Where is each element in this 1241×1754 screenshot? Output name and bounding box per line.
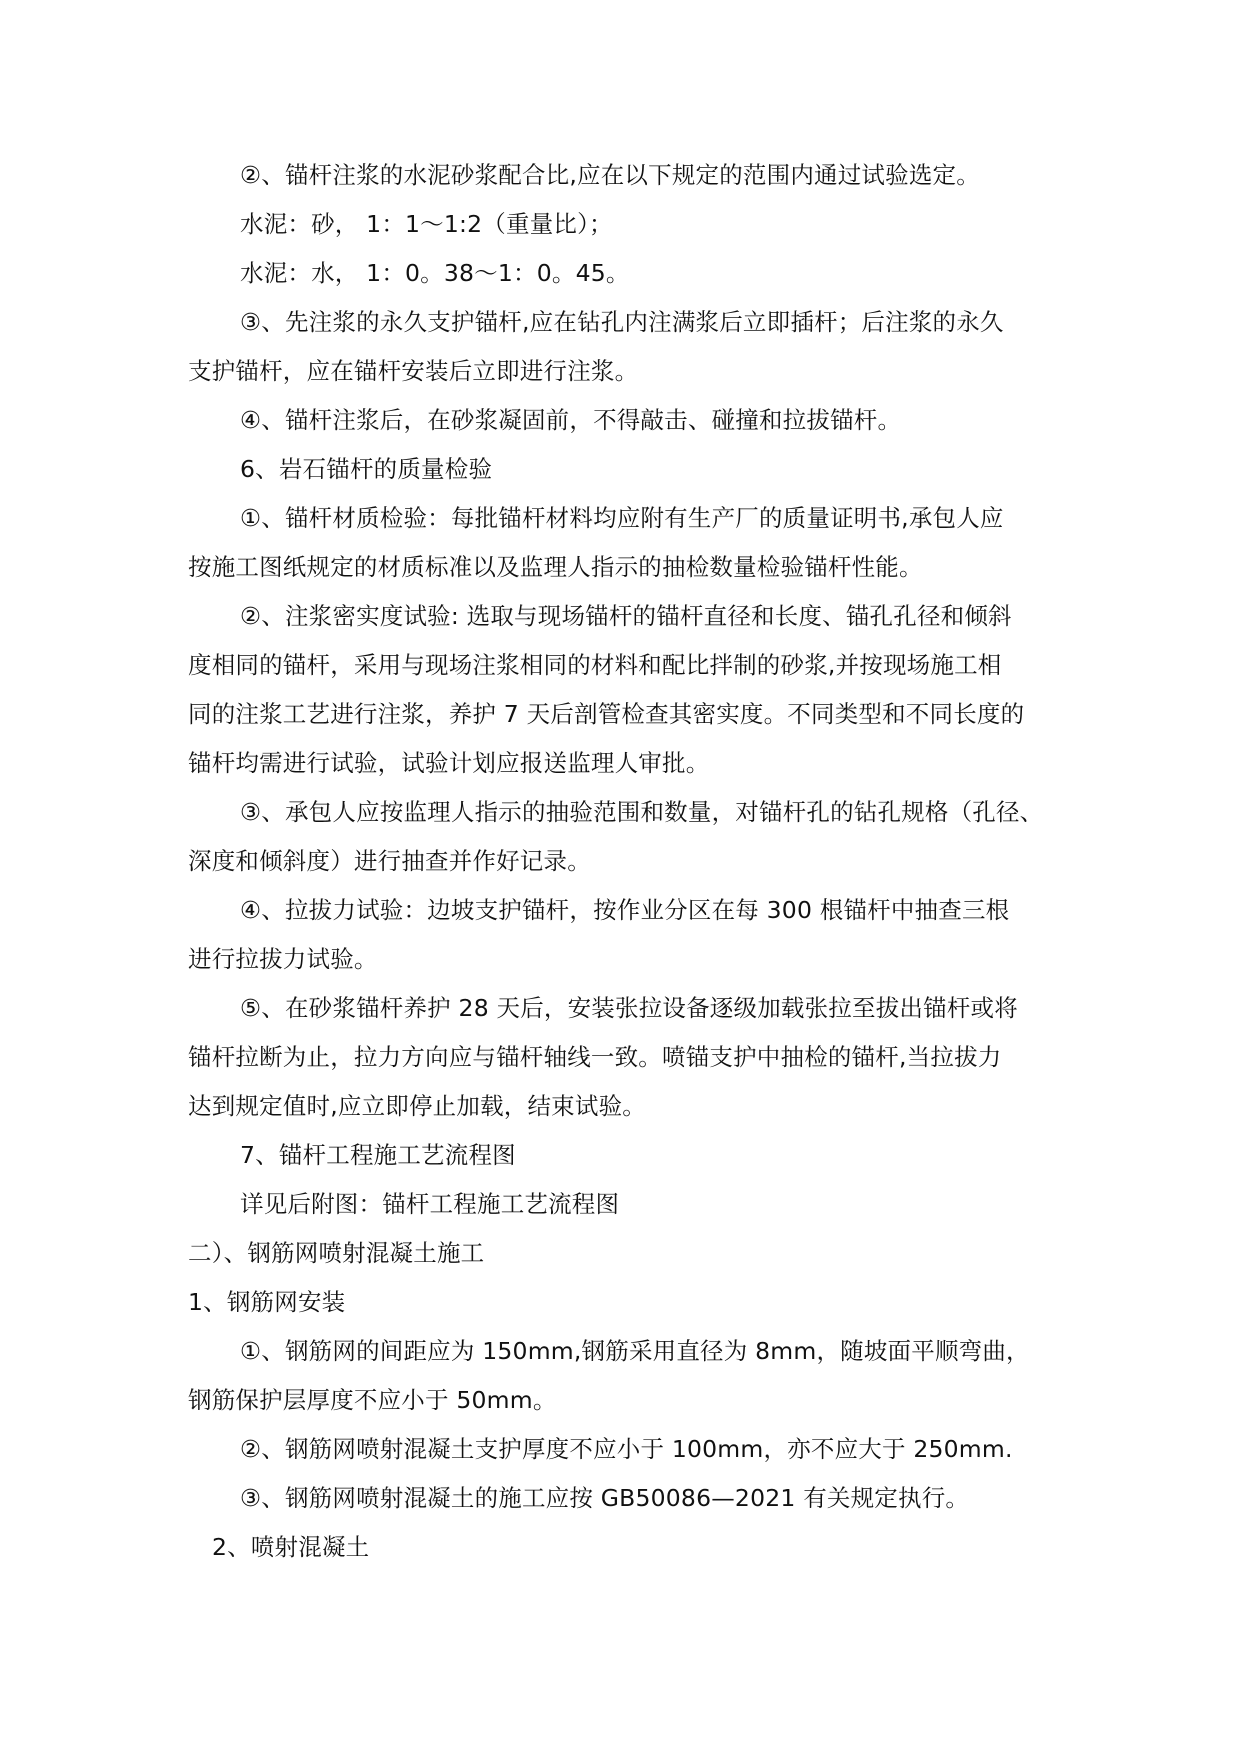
text-line: ③、先注浆的永久支护锚杆,应在钻孔内注满浆后立即插杆；后注浆的永久	[240, 308, 1004, 336]
text-line: 2、喷射混凝土	[212, 1533, 370, 1561]
text-line: 详见后附图：锚杆工程施工艺流程图	[240, 1190, 620, 1218]
text-line: ④、拉拔力试验：边坡支护锚杆，按作业分区在每 300 根锚杆中抽查三根	[240, 896, 1010, 924]
text-line: 锚杆拉断为止，拉力方向应与锚杆轴线一致。喷锚支护中抽检的锚杆,当拉拔力	[188, 1043, 1002, 1071]
paragraph-mesh-spacing	[188, 1327, 1058, 1425]
text-line: 钢筋保护层厚度不应小于 50mm。	[188, 1386, 557, 1414]
text-line: 支护锚杆，应在锚杆安装后立即进行注浆。	[188, 357, 639, 385]
section-heading-quality-inspection	[188, 445, 1058, 494]
text-line: ②、注浆密实度试验: 选取与现场锚杆的锚杆直径和长度、锚孔孔径和倾斜	[240, 602, 1012, 630]
text-line: 7、锚杆工程施工艺流程图	[240, 1141, 516, 1169]
text-line: 锚杆均需进行试验，试验计划应报送监理人审批。	[188, 749, 710, 777]
section-heading-mesh-shotcrete	[188, 1229, 1058, 1278]
text-line: 二）、钢筋网喷射混凝土施工	[188, 1239, 485, 1267]
paragraph-grout-mix-ratio	[188, 151, 1058, 200]
paragraph-tension-test	[188, 984, 1058, 1131]
section-heading-mesh-installation	[188, 1278, 1058, 1327]
paragraph-permanent-support-grouting	[188, 298, 1058, 396]
text-line: 1、钢筋网安装	[188, 1288, 346, 1316]
text-line: 度相同的锚杆，采用与现场注浆相同的材料和配比拌制的砂浆,并按现场施工相	[188, 651, 1002, 679]
text-line: 水泥：水， 1：0。38～1：0。45。	[240, 259, 630, 287]
text-line: ④、锚杆注浆后，在砂浆凝固前，不得敲击、碰撞和拉拔锚杆。	[240, 406, 902, 434]
section-heading-process-flow	[188, 1131, 1058, 1180]
text-line: 达到规定值时,应立即停止加载，结束试验。	[188, 1092, 646, 1120]
paragraph-pullout-test	[188, 886, 1058, 984]
paragraph-after-grouting	[188, 396, 1058, 445]
paragraph-cement-sand-ratio	[188, 200, 1058, 249]
text-line: ②、锚杆注浆的水泥砂浆配合比,应在以下规定的范围内通过试验选定。	[240, 161, 980, 189]
section-heading-shotcrete	[188, 1523, 1058, 1572]
paragraph-construction-standard	[188, 1474, 1058, 1523]
paragraph-grouting-density-test	[188, 592, 1058, 788]
text-line: ①、锚杆材质检验：每批锚杆材料均应附有生产厂的质量证明书,承包人应	[240, 504, 1004, 532]
paragraph-cement-water-ratio	[188, 249, 1058, 298]
paragraph-shotcrete-thickness	[188, 1425, 1058, 1474]
text-line: 同的注浆工艺进行注浆，养护 7 天后剖管检查其密实度。不同类型和不同长度的	[188, 700, 1025, 728]
text-line: ③、承包人应按监理人指示的抽验范围和数量，对锚杆孔的钻孔规格（孔径、	[240, 798, 1044, 826]
text-line: 进行拉拔力试验。	[188, 945, 378, 973]
paragraph-see-attached-diagram	[188, 1180, 1058, 1229]
document-body	[188, 151, 1058, 1572]
paragraph-material-inspection	[188, 494, 1058, 592]
text-line: 按施工图纸规定的材质标准以及监理人指示的抽检数量检验锚杆性能。	[188, 553, 923, 581]
text-line: 水泥：砂， 1：1～1:2（重量比）；	[240, 210, 613, 238]
text-line: ③、钢筋网喷射混凝土的施工应按 GB50086—2021 有关规定执行。	[240, 1484, 970, 1512]
text-line: ①、钢筋网的间距应为 150mm,钢筋采用直径为 8mm，随坡面平顺弯曲，	[240, 1337, 1030, 1365]
text-line: 6、岩石锚杆的质量检验	[240, 455, 493, 483]
text-line: ⑤、在砂浆锚杆养护 28 天后，安装张拉设备逐级加载张拉至拔出锚杆或将	[240, 994, 1018, 1022]
text-line: ②、钢筋网喷射混凝土支护厚度不应小于 100mm，亦不应大于 250mm.	[240, 1435, 1013, 1463]
paragraph-hole-spec-check	[188, 788, 1058, 886]
text-line: 深度和倾斜度）进行抽查并作好记录。	[188, 847, 591, 875]
